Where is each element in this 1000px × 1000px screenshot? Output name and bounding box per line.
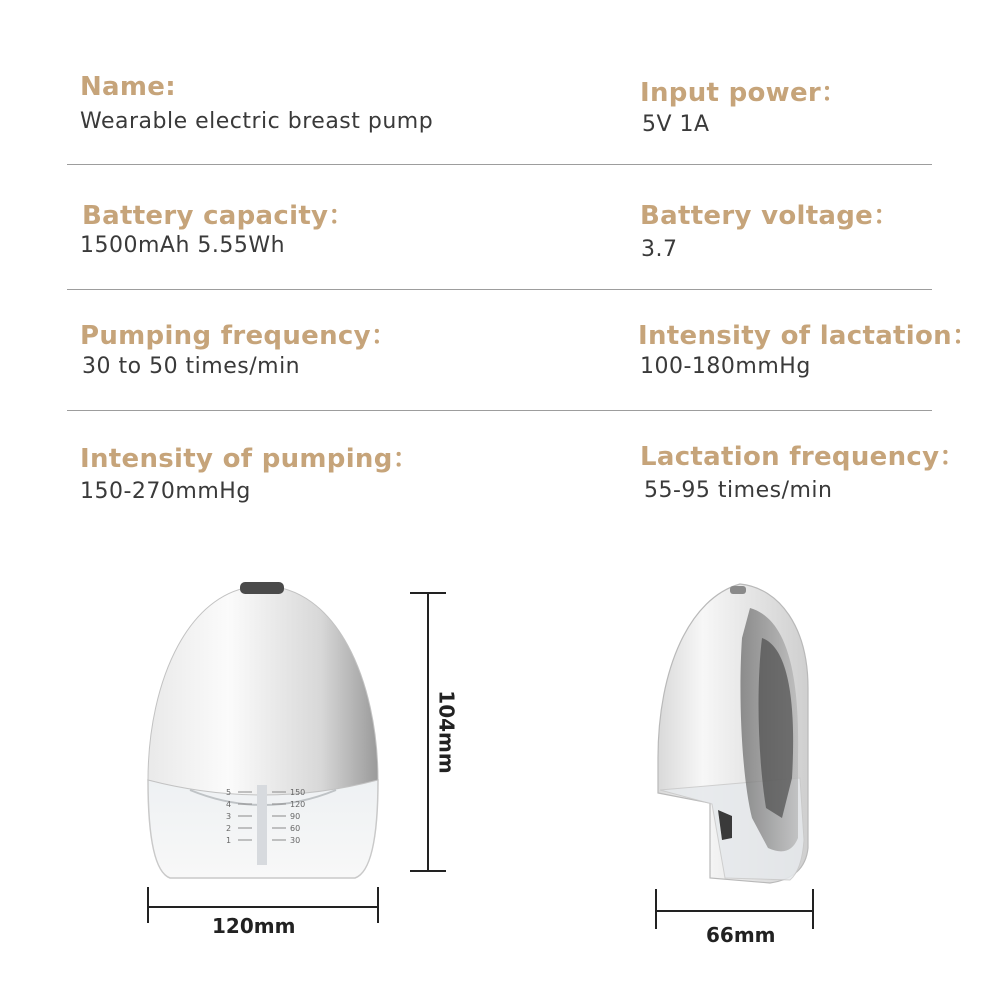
side-width-dimension-label: 66mm [706, 923, 776, 947]
spec-label-battery-capacity: Battery capacity： [82, 201, 355, 231]
scale-left-3: 3 [226, 812, 232, 821]
spec-label-intensity-lactation: Intensity of lactation： [638, 321, 979, 351]
spec-label-intensity-pumping: Intensity of pumping： [80, 444, 419, 474]
front-width-dimension-label: 120mm [212, 914, 296, 938]
divider-2 [67, 289, 932, 290]
divider-3 [67, 410, 932, 411]
spec-value-name: Wearable electric breast pump [80, 109, 434, 134]
spec-value-input-power: 5V 1A [642, 112, 710, 137]
height-dimension-label: 104mm [434, 690, 459, 774]
scale-right-90: 90 [290, 812, 301, 821]
spec-label-input-power: Input power： [640, 78, 848, 108]
spec-label-lactation-frequency: Lactation frequency： [640, 442, 966, 472]
spec-value-lactation-frequency: 55-95 times/min [644, 478, 833, 503]
scale-right-120: 120 [290, 800, 306, 809]
scale-right-60: 60 [290, 824, 301, 833]
scale-left-1: 1 [226, 836, 232, 845]
scale-left-4: 4 [226, 800, 232, 809]
spec-label-battery-voltage: Battery voltage： [640, 201, 900, 231]
spec-label-pumping-frequency: Pumping frequency： [80, 321, 398, 351]
scale-left-2: 2 [226, 824, 232, 833]
spec-value-battery-voltage: 3.7 [641, 237, 678, 262]
scale-left-5: 5 [226, 788, 232, 797]
divider-1 [67, 164, 932, 165]
product-front-view-image [130, 570, 430, 890]
product-side-view-image [650, 578, 820, 888]
spec-value-battery-capacity: 1500mAh 5.55Wh [80, 233, 286, 258]
spec-value-intensity-pumping: 150-270mmHg [80, 479, 251, 504]
spec-label-name: Name: [80, 72, 176, 102]
spec-value-intensity-lactation: 100-180mmHg [640, 354, 811, 379]
spec-value-pumping-frequency: 30 to 50 times/min [82, 354, 301, 379]
scale-right-150: 150 [290, 788, 306, 797]
scale-right-30: 30 [290, 836, 301, 845]
